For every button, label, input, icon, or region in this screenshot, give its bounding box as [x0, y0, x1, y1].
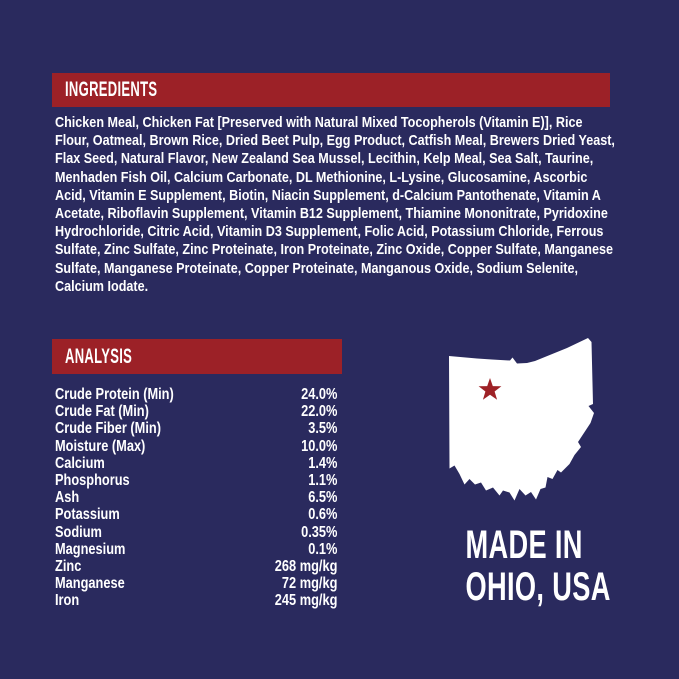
analysis-header: ANALYSIS [65, 344, 133, 368]
made-in-line1: MADE IN [465, 523, 583, 567]
analysis-label: Magnesium [55, 540, 126, 558]
analysis-value: 72 mg/kg [281, 575, 338, 593]
analysis-label: Manganese [55, 575, 125, 593]
analysis-value: 245 mg/kg [274, 592, 338, 610]
analysis-header-bar [52, 339, 342, 374]
analysis-value: 268 mg/kg [274, 558, 338, 576]
analysis-value: 6.5% [308, 489, 338, 507]
analysis-row [55, 558, 337, 575]
made-in-line2: OHIO, USA [465, 565, 611, 609]
analysis-value: 0.6% [308, 506, 338, 524]
analysis-label: Zinc [55, 558, 82, 576]
analysis-label: Sodium [55, 523, 102, 541]
analysis-row [55, 506, 337, 523]
analysis-row [55, 489, 337, 506]
ohio-outline [449, 338, 594, 501]
ingredients-header: INGREDIENTS [65, 78, 158, 101]
analysis-row [55, 420, 337, 437]
analysis-row [55, 438, 337, 455]
analysis-row [55, 592, 337, 609]
analysis-value: 3.5% [308, 420, 338, 438]
analysis-label: Calcium [55, 454, 105, 472]
analysis-value: 1.1% [308, 472, 338, 490]
analysis-label: Crude Fiber (Min) [55, 420, 161, 438]
analysis-value: 24.0% [301, 386, 338, 403]
made-in-text [465, 523, 611, 609]
analysis-row [55, 455, 337, 472]
analysis-label: Potassium [55, 506, 120, 524]
ingredients-text: Chicken Meal, Chicken Fat [Preserved with Natural Mixed Tocopherols (Vitamin E)], Rice Flour, Oatmeal, Brown Rice, Dried Beet Pulp, Egg Product, Catfish Meal, Brewers Dried Yeast, Flax Seed, Natural Flavor, New Zealand Sea Mussel, Lecithin, Kelp Meal, Sea Salt, Taurine, Menhaden Fish Oil, Calcium Carbonate, DL Methionine, L-Lysine, Glucosamine, Ascorbic Acid, Vitamin E Supplement, Biotin, Niacin Supplement, d-Calcium Pantothenate, Vitamin A Acetate, Riboflavin Supplement, Vitamin B12 Supplement, Thiamine Mononitrate, Pyridoxine Hydrochloride, Citric Acid, Vitamin D3 Supplement, Folic Acid, Potassium Chloride, Ferrous Sulfate, Zinc Sulfate, Zinc Proteinate, Iron Proteinate, Zinc Oxide, Copper Sulfate, Manganese Sulfate, Manganese Proteinate, Copper Proteinate, Manganous Oxide, Sodium Selenite, Calcium Iodate. [55, 114, 615, 295]
analysis-row [55, 472, 337, 489]
ingredients-header-bar [52, 73, 610, 107]
analysis-label: Phosphorus [55, 472, 130, 490]
analysis-table [55, 386, 337, 610]
analysis-label: Crude Fat (Min) [55, 403, 149, 421]
analysis-label: Crude Protein (Min) [55, 386, 174, 403]
analysis-label: Moisture (Max) [55, 437, 146, 455]
analysis-value: 22.0% [301, 403, 338, 421]
analysis-value: 0.35% [301, 523, 338, 541]
analysis-value: 1.4% [308, 454, 338, 472]
analysis-row [55, 524, 337, 541]
analysis-label: Iron [55, 592, 80, 610]
analysis-row [55, 541, 337, 558]
analysis-row [55, 403, 337, 420]
analysis-value: 0.1% [308, 540, 338, 558]
analysis-row [55, 386, 337, 403]
analysis-value: 10.0% [301, 437, 338, 455]
ohio-state-map-icon [447, 337, 597, 507]
analysis-row [55, 575, 337, 592]
analysis-label: Ash [55, 489, 80, 507]
